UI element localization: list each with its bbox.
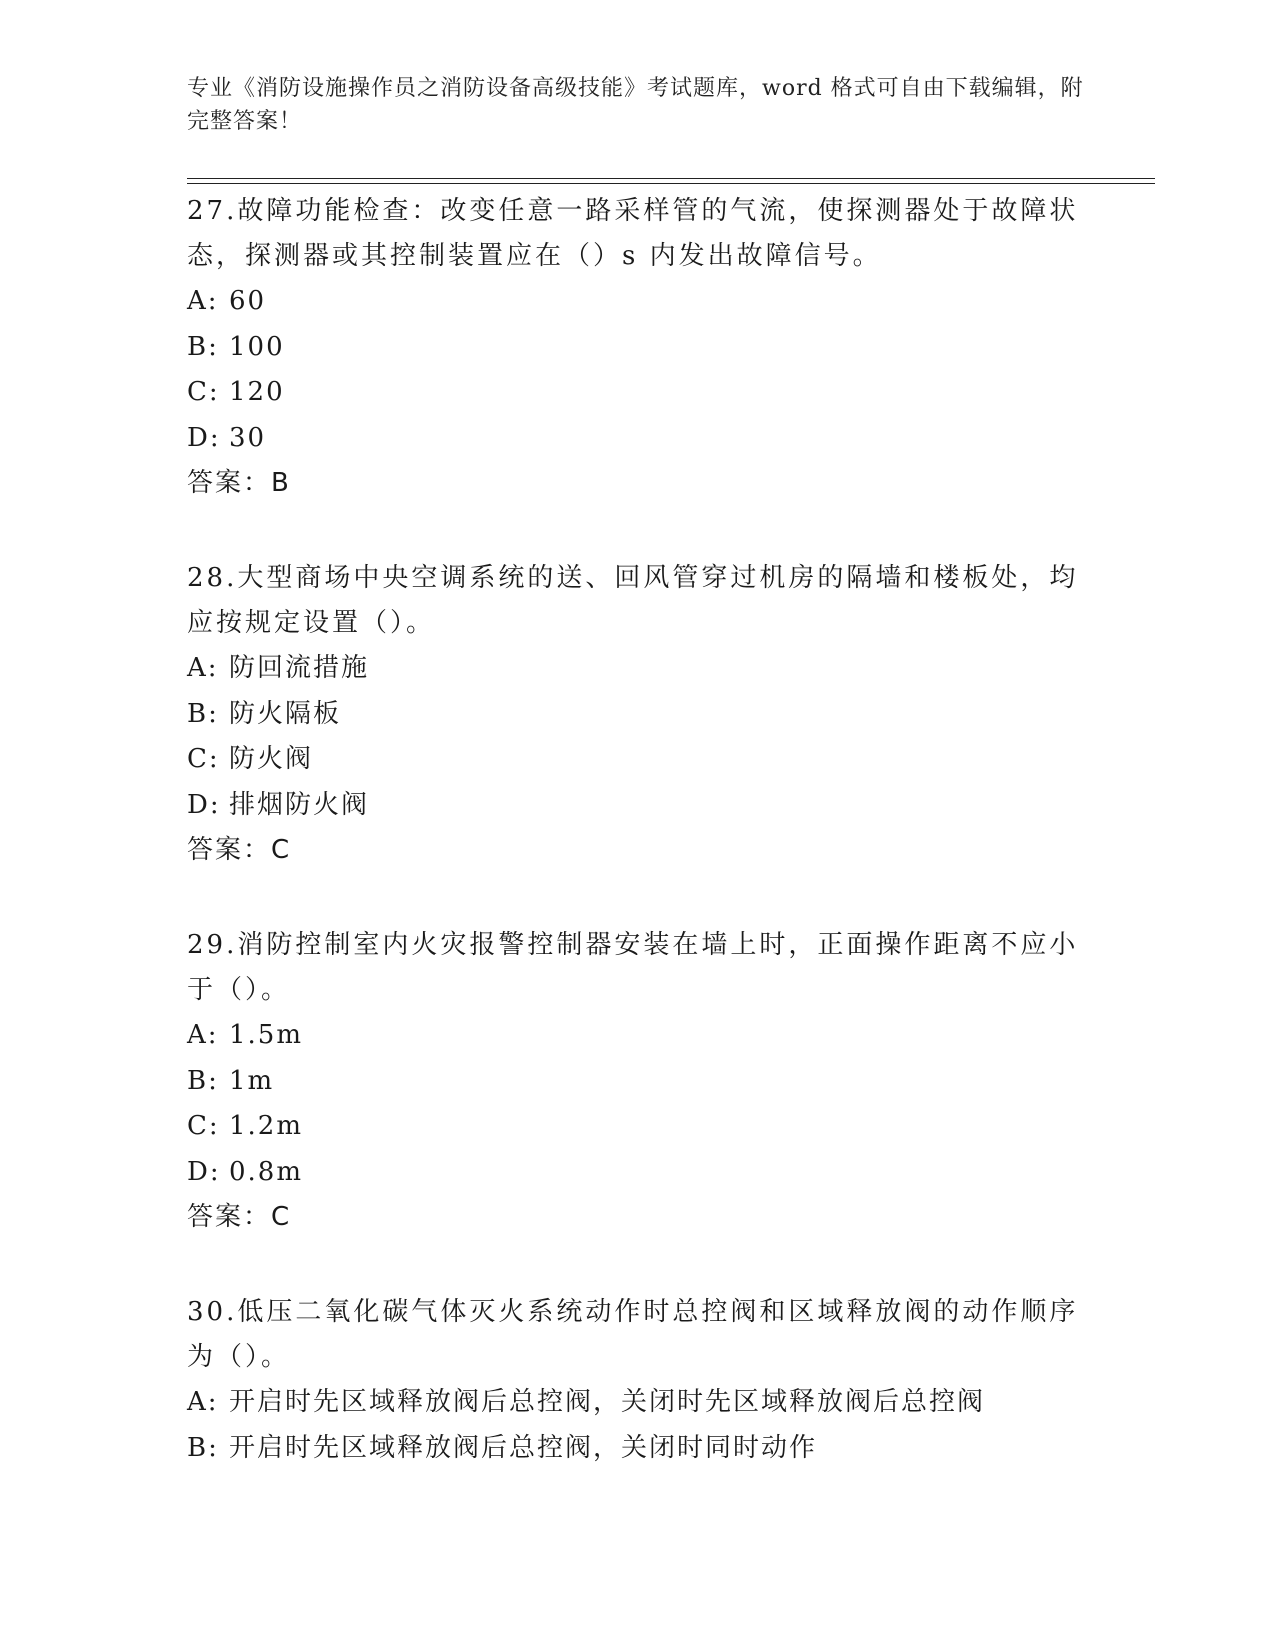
option-text: 防火隔板	[229, 698, 342, 729]
question-stem: 29.消防控制室内火灾报警控制器安装在墙上时，正面操作距离不应小于（）。	[187, 930, 1079, 1005]
option-c	[187, 737, 1087, 783]
question-27	[187, 189, 1087, 506]
option-text: 0.8m	[229, 1156, 304, 1187]
option-text: 开启时先区域释放阀后总控阀，关闭时先区域释放阀后总控阀	[229, 1387, 986, 1417]
question-29	[187, 923, 1087, 1240]
option-a	[187, 279, 1087, 325]
option-text: 30	[229, 422, 267, 453]
option-d	[187, 783, 1087, 829]
option-key: D:	[187, 422, 221, 453]
option-d	[187, 1150, 1087, 1196]
option-a	[187, 1013, 1087, 1059]
question-list	[187, 189, 1087, 1471]
option-b	[187, 1426, 1087, 1472]
option-text: 开启时先区域释放阀后总控阀，关闭时同时动作	[229, 1432, 818, 1463]
option-c	[187, 1104, 1087, 1150]
option-key: A:	[187, 1387, 219, 1417]
option-key: D:	[187, 789, 221, 820]
option-text: 100	[229, 331, 285, 362]
option-key: B:	[187, 1065, 219, 1096]
option-key: B:	[187, 331, 219, 362]
option-c	[187, 370, 1087, 416]
option-text: 1.2m	[229, 1111, 304, 1141]
option-key: B:	[187, 1432, 219, 1463]
option-key: A:	[187, 286, 219, 316]
option-text: 防回流措施	[229, 653, 370, 683]
option-text: 120	[229, 377, 285, 407]
option-key: A:	[187, 1020, 219, 1050]
option-d	[187, 416, 1087, 462]
header-divider-top	[187, 178, 1155, 179]
question-30	[187, 1290, 1087, 1471]
question-stem: 28.大型商场中央空调系统的送、回风管穿过机房的隔墙和楼板处，均应按规定设置（）。	[187, 563, 1079, 638]
option-b	[187, 325, 1087, 371]
option-key: B:	[187, 698, 219, 729]
answer-line: 答案：B	[187, 468, 291, 498]
option-a	[187, 646, 1087, 692]
question-stem: 27.故障功能检查：改变任意一路采样管的气流，使探测器处于故障状态，探测器或其控制装置应在（）s 内发出故障信号。	[187, 196, 1079, 271]
option-text: 排烟防火阀	[229, 789, 370, 820]
option-text: 60	[229, 286, 267, 316]
question-stem: 30.低压二氧化碳气体灭火系统动作时总控阀和区域释放阀的动作顺序为（）。	[187, 1297, 1079, 1372]
option-key: C:	[187, 377, 220, 407]
option-key: C:	[187, 744, 220, 774]
option-key: A:	[187, 653, 219, 683]
option-a	[187, 1380, 1087, 1426]
document-header: 专业《消防设施操作员之消防设备高级技能》考试题库，word 格式可自由下载编辑，附完整答案！	[187, 76, 1084, 134]
option-text: 防火阀	[229, 744, 314, 774]
option-text: 1.5m	[229, 1020, 304, 1050]
option-b	[187, 1059, 1087, 1105]
option-key: C:	[187, 1111, 220, 1141]
option-key: D:	[187, 1156, 221, 1187]
question-28	[187, 556, 1087, 873]
answer-line: 答案：C	[187, 835, 292, 865]
option-b	[187, 692, 1087, 738]
answer-line: 答案：C	[187, 1202, 292, 1232]
header-divider-bottom	[187, 183, 1155, 184]
option-text: 1m	[229, 1065, 275, 1096]
